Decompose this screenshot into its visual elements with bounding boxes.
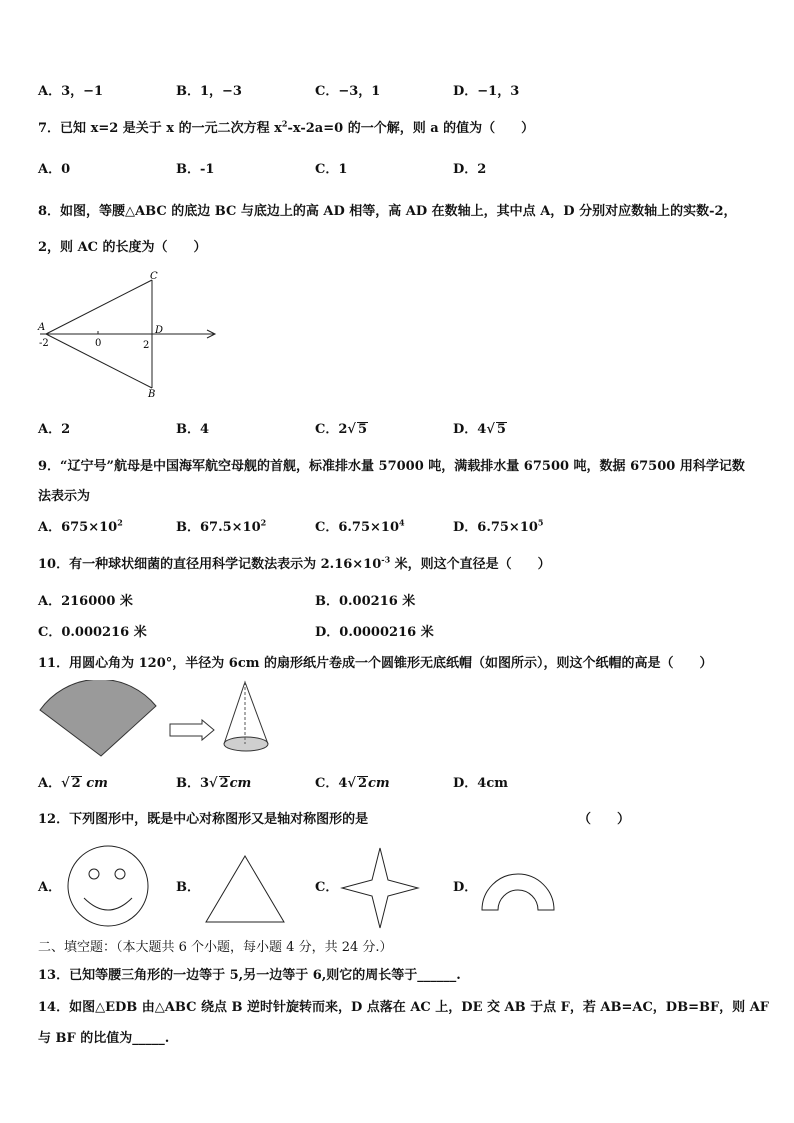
cone-sides — [224, 682, 268, 744]
sector-paper — [40, 680, 156, 756]
label-a: A — [38, 322, 46, 333]
q9-stem-line1: 9．“辽宁号”航母是中国海军航空母舰的首舰，标准排水量 57000 吨，满载排水量 67500 吨，数据 67500 用科学记数 — [38, 459, 745, 474]
q12-option-d-label: D． — [453, 880, 478, 895]
face-outline — [68, 846, 148, 926]
q7-stem: 7．已知 x=2 是关于 x 的一元二次方程 $x^2-x-2a=0$ 的一个解，则 a 的值为（ ） — [38, 118, 535, 136]
q6-option-c: C．−3，1 — [315, 84, 381, 99]
q7-option-c: C．1 — [315, 162, 348, 177]
left-eye — [89, 869, 99, 879]
q11-sector-cone-figure — [36, 680, 286, 764]
q9-stem-line2: 法表示为 — [38, 489, 91, 504]
label-0: 0 — [95, 338, 102, 349]
q10-option-a: A．216000 米 — [38, 594, 133, 609]
q12-stem: 12．下列图形中，既是中心对称图形又是轴对称图形的是 — [38, 812, 369, 827]
q7-option-b: B．-1 — [176, 162, 215, 177]
q11-option-d: D．4cm — [453, 776, 508, 791]
q6-option-d: D．−1，3 — [453, 84, 520, 99]
q8-stem-line2: 2，则 AC 的长度为（ ） — [38, 240, 207, 255]
label-minus2: -2 — [39, 338, 49, 349]
four-point-star-figure — [340, 846, 420, 930]
arch-figure — [478, 858, 558, 914]
label-b: B — [148, 389, 156, 400]
q14-stem-line2: 与 BF 的比值为_____. — [38, 1031, 170, 1046]
q10-stem: 10．有一种球状细菌的直径用科学记数法表示为 $2.16\times 10^{-3}$ 米，则这个直径是（ ） — [38, 554, 551, 572]
triangle-figure — [202, 852, 288, 926]
q11-option-a: A．√ 2 cm — [38, 776, 108, 791]
right-eye — [115, 869, 125, 879]
q9-option-b: B．$67.5\times 10^2$ — [176, 517, 267, 535]
q12-option-b-label: B． — [176, 880, 200, 895]
q11-option-c: C．4√ 2cm — [315, 776, 390, 791]
q13-stem: 13．已知等腰三角形的一边等于 5,另一边等于 6,则它的周长等于______. — [38, 968, 461, 983]
label-d: D — [155, 325, 164, 336]
label-2: 2 — [143, 340, 150, 351]
q8-option-d: D．4√ 5 — [453, 422, 506, 437]
q7-option-a: A．0 — [38, 162, 71, 177]
triangle-shape — [206, 856, 284, 922]
q12-answer-paren: （ ） — [578, 812, 631, 827]
q10-option-c: C．0.000216 米 — [38, 625, 147, 640]
q9-option-a: A．$675\times 10^2$ — [38, 517, 123, 535]
q8-stem-line1: 8．如图，等腰△ABC 的底边 BC 与底边上的高 AD 相等，高 AD 在数轴上，其中点 A，D 分别对应数轴上的实数-2， — [38, 204, 737, 219]
smiley-face-figure — [66, 844, 150, 928]
q8-option-a: A．2 — [38, 422, 71, 437]
cone-base — [224, 737, 268, 751]
q9-option-d: D．$6.75\times 10^5$ — [453, 517, 544, 535]
q6-option-a: A．3，−1 — [38, 84, 104, 99]
q9-option-c: C．$6.75\times 10^4$ — [315, 517, 405, 535]
q10-option-b: B．0.00216 米 — [315, 594, 416, 609]
q8-option-c: C．2√ 5 — [315, 422, 367, 437]
arrow-icon — [170, 720, 214, 740]
label-c: C — [150, 271, 158, 282]
star-shape — [342, 848, 418, 928]
q14-stem-line1: 14．如图△EDB 由△ABC 绕点 B 逆时针旋转而来，D 点落在 AC 上，DE 交 AB 于点 F，若 AB=AC，DB=BF，则 AF — [38, 1000, 770, 1015]
q12-option-a-label: A． — [38, 880, 62, 895]
q10-option-d: D．0.0000216 米 — [315, 625, 434, 640]
segment-ac — [46, 280, 152, 334]
q6-option-b: B．1，−3 — [176, 84, 242, 99]
section-fill-blank-heading: 二、填空题：（本大题共 6 个小题，每小题 4 分，共 24 分.） — [38, 940, 393, 955]
q8-number-line-figure — [32, 268, 222, 400]
arch-shape — [482, 874, 554, 910]
q8-option-b: B．4 — [176, 422, 210, 437]
q11-option-b: B．3√ 2cm — [176, 776, 252, 791]
q7-option-d: D．2 — [453, 162, 487, 177]
q11-stem: 11．用圆心角为 120°，半径为 6cm 的扇形纸片卷成一个圆锥形无底纸帽（如图所示），则这个纸帽的高是（ ） — [38, 656, 713, 671]
q12-option-c-label: C． — [315, 880, 339, 895]
